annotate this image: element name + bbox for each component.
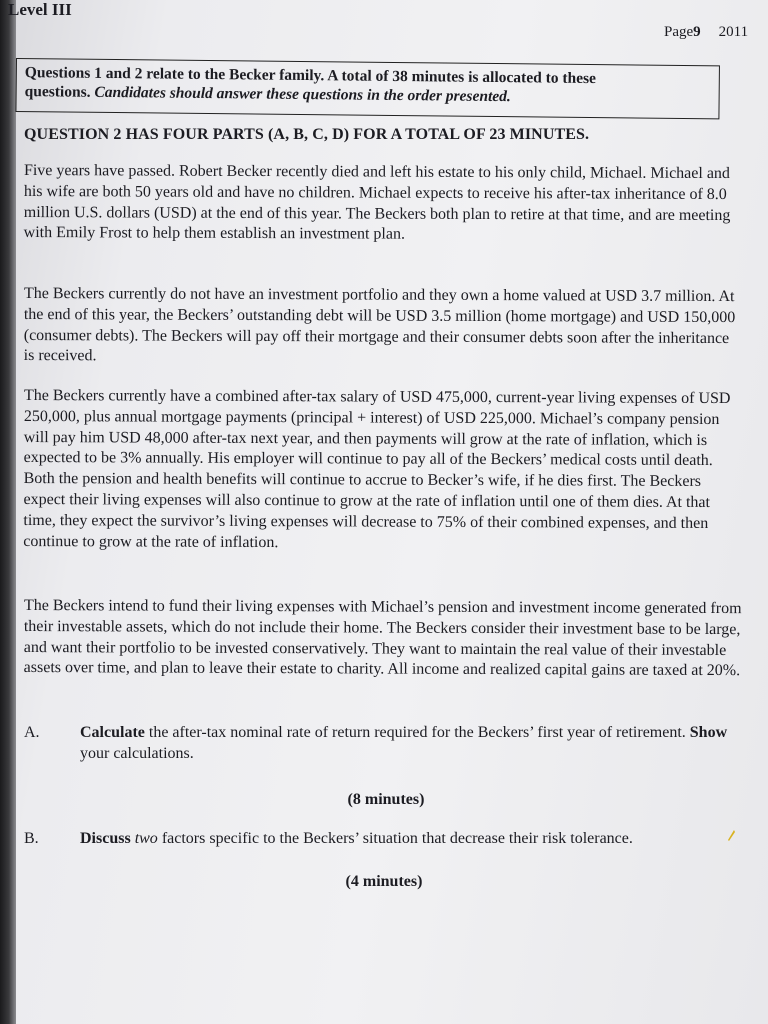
page-number-value: 9 bbox=[693, 24, 701, 40]
part-a-minutes: (8 minutes) bbox=[347, 791, 425, 808]
part-a-body-2: your calculations. bbox=[80, 745, 194, 762]
level-heading: Level III bbox=[8, 0, 72, 19]
part-b-emphasis: two bbox=[134, 830, 158, 847]
part-a-verb-2: Show bbox=[689, 724, 728, 741]
instructions-line-1: Questions 1 and 2 relate to the Becker family. A total of 38 minutes is allocated to these bbox=[24, 64, 597, 88]
page-number bbox=[664, 24, 748, 41]
instructions-line-2: questions. bbox=[24, 83, 95, 101]
page-label: Page bbox=[664, 24, 694, 40]
question-heading: QUESTION 2 HAS FOUR PARTS (A, B, C, D) FOR A TOTAL OF 23 MINUTES. bbox=[24, 126, 590, 143]
part-b-letter: B. bbox=[24, 830, 39, 847]
part-b-text bbox=[80, 828, 730, 849]
paragraph-income-expenses: The Beckers currently have a combined after-tax salary of USD 475,000, current-year living expenses of USD 250,000, plus annual mortgage payments (principal + interest) of USD 225,000. Michael’s company pension will pay him USD 48,000 after-tax next year, and then payments will grow at the rate of inflation, which is expected to be 3% annually. His employer will continue to pay all of the Beckers’ medical costs until death. Both the pension and health benefits will continue to accrue to Becker’s wife, if he dies first. The Beckers expect their living expenses will also continue to grow at the rate of inflation until one of them dies. At that time, they expect the survivor’s living expenses will decrease to 75% of their combined expenses, and then continue to grow at the rate of inflation. bbox=[23, 387, 731, 551]
part-b-body: factors specific to the Beckers’ situation that decrease their risk tolerance. bbox=[157, 830, 633, 847]
paragraph-debts: The Beckers currently do not have an investment portfolio and they own a home valued at USD 3.7 million. At the end of this year, the Beckers’ outstanding debt will be USD 3.5 million (home mortgage) and USD 150,000 (consumer debts). The Beckers will pay off their mortgage and their consumer debts soon after the inheritance is received. bbox=[23, 285, 736, 365]
instructions-box bbox=[15, 58, 720, 119]
paragraph-inheritance: Five years have passed. Robert Becker recently died and left his estate to his only child, Michael. Michael and his wife are both 50 years old and have no children. Michael expects to receive his after-tax inheritance of 8.0 million U.S. dollars (USD) at the end of this year. The Beckers both plan to retire at that time, and are meeting with Emily Frost to help them establish an investment plan. bbox=[23, 161, 731, 244]
exam-year: 2011 bbox=[718, 24, 749, 40]
part-a-body: the after-tax nominal rate of return required for the Beckers’ first year of retirement. bbox=[144, 724, 690, 741]
part-a-text bbox=[80, 722, 730, 764]
part-a-verb: Calculate bbox=[80, 724, 145, 741]
part-a-letter: A. bbox=[24, 724, 40, 741]
part-b-minutes: (4 minutes) bbox=[345, 873, 423, 890]
part-b-verb: Discuss bbox=[80, 830, 131, 847]
binding-shadow bbox=[0, 0, 16, 1024]
instructions-italic: Candidates should answer these questions in the order presented. bbox=[94, 83, 511, 106]
paragraph-investment-goals: The Beckers intend to fund their living expenses with Michael’s pension and investment income generated from their investable assets, which do not include their home. The Beckers consider their investment base to be large, and want their portfolio to be invested conservatively. They want to maintain the real value of their investable assets over time, and plan to leave their estate to charity. All income and realized capital gains are taxed at 20%. bbox=[23, 597, 742, 680]
highlighter-mark-icon bbox=[726, 828, 736, 842]
